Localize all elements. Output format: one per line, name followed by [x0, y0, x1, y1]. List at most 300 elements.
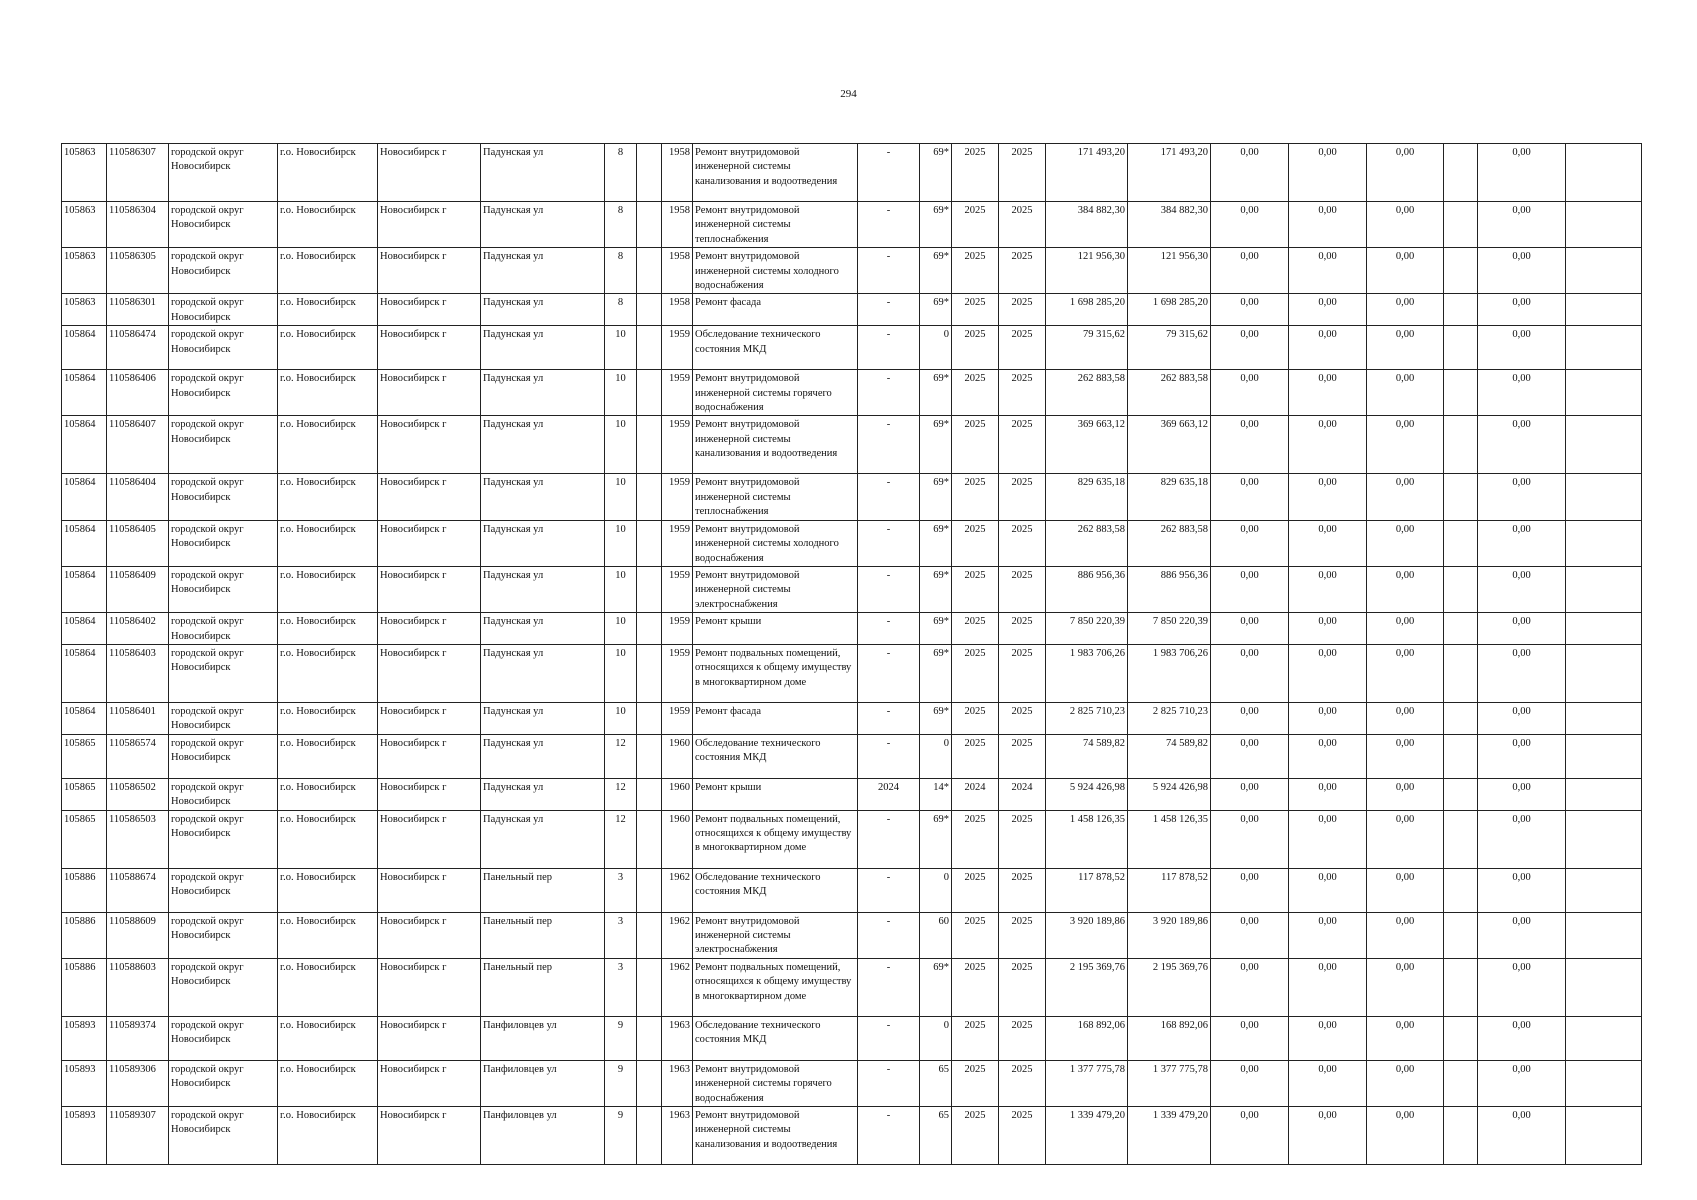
cell-plan-year-end: 2025 [999, 644, 1046, 702]
cell-district: г.о. Новосибирск [278, 294, 378, 326]
cell-cost-total: 171 493,20 [1046, 144, 1128, 202]
cell-wear-percent: 0 [920, 326, 952, 370]
cell-prev-year: - [858, 644, 920, 702]
cell-empty-cell [1444, 370, 1478, 416]
cell-plan-year-start: 2025 [952, 326, 999, 370]
cell-building [637, 474, 662, 520]
cell-cost-fund: 1 698 285,20 [1128, 294, 1211, 326]
cell-plan-year-end: 2025 [999, 370, 1046, 416]
cell-wear-percent: 69* [920, 644, 952, 702]
cell-cost-fund: 369 663,12 [1128, 416, 1211, 474]
cell-prev-year: - [858, 474, 920, 520]
cell-wear-percent: 69* [920, 958, 952, 1016]
cell-empty-cell [1444, 778, 1478, 810]
cell-work-id: 110586402 [107, 613, 169, 645]
cell-plan-year-end: 2025 [999, 702, 1046, 734]
cell-wear-percent: 65 [920, 1060, 952, 1106]
cell-rec-id: 105865 [62, 810, 107, 868]
cell-year-built: 1959 [662, 520, 693, 566]
cell-cost-regional: 0,00 [1289, 1107, 1367, 1165]
cell-house-number: 3 [605, 912, 637, 958]
cell-municipality: городской округ Новосибирск [169, 613, 278, 645]
cell-work-type: Ремонт внутридомовой инженерной системы электроснабжения [693, 912, 858, 958]
cell-work-id: 110586407 [107, 416, 169, 474]
cell-plan-year-start: 2025 [952, 644, 999, 702]
cell-street: Падунская ул [481, 144, 605, 202]
cell-cost-fund: 3 920 189,86 [1128, 912, 1211, 958]
cell-work-id: 110586401 [107, 702, 169, 734]
cell-prev-year: 2024 [858, 778, 920, 810]
cell-plan-year-start: 2025 [952, 566, 999, 612]
cell-empty-cell [1566, 1060, 1642, 1106]
cell-municipality: городской округ Новосибирск [169, 912, 278, 958]
cell-empty-cell [1444, 702, 1478, 734]
cell-cost-fund: 1 377 775,78 [1128, 1060, 1211, 1106]
cell-cost-total: 3 920 189,86 [1046, 912, 1128, 958]
cell-cost-fund: 74 589,82 [1128, 734, 1211, 778]
cell-house-number: 10 [605, 474, 637, 520]
cell-year-built: 1962 [662, 912, 693, 958]
cell-empty-cell [1566, 326, 1642, 370]
cell-cost-regional: 0,00 [1289, 294, 1367, 326]
cell-cost-owners: 0,00 [1478, 912, 1566, 958]
cell-house-number: 10 [605, 326, 637, 370]
cell-cost-regional: 0,00 [1289, 474, 1367, 520]
cell-work-id: 110586301 [107, 294, 169, 326]
cell-cost-municipal: 0,00 [1367, 644, 1444, 702]
cell-cost-owners: 0,00 [1478, 202, 1566, 248]
cell-cost-fund: 2 825 710,23 [1128, 702, 1211, 734]
cell-building [637, 644, 662, 702]
cell-plan-year-start: 2025 [952, 868, 999, 912]
cell-year-built: 1959 [662, 370, 693, 416]
cell-cost-federal: 0,00 [1211, 144, 1289, 202]
cell-rec-id: 105865 [62, 778, 107, 810]
cell-cost-federal: 0,00 [1211, 702, 1289, 734]
cell-empty-cell [1444, 326, 1478, 370]
cell-wear-percent: 69* [920, 566, 952, 612]
cell-cost-owners: 0,00 [1478, 868, 1566, 912]
cell-street: Панельный пер [481, 868, 605, 912]
cell-house-number: 12 [605, 734, 637, 778]
table-row [62, 294, 1642, 326]
cell-year-built: 1962 [662, 868, 693, 912]
cell-empty-cell [1444, 958, 1478, 1016]
cell-rec-id: 105864 [62, 474, 107, 520]
cell-municipality: городской округ Новосибирск [169, 202, 278, 248]
cell-cost-owners: 0,00 [1478, 778, 1566, 810]
cell-work-type: Ремонт внутридомовой инженерной системы теплоснабжения [693, 202, 858, 248]
cell-cost-owners: 0,00 [1478, 474, 1566, 520]
cell-cost-fund: 1 458 126,35 [1128, 810, 1211, 868]
cell-street: Панфиловцев ул [481, 1016, 605, 1060]
cell-prev-year: - [858, 868, 920, 912]
cell-street: Падунская ул [481, 566, 605, 612]
cell-cost-owners: 0,00 [1478, 958, 1566, 1016]
table-row [62, 734, 1642, 778]
cell-cost-federal: 0,00 [1211, 1016, 1289, 1060]
cell-prev-year: - [858, 810, 920, 868]
cell-cost-municipal: 0,00 [1367, 566, 1444, 612]
cell-district: г.о. Новосибирск [278, 520, 378, 566]
cell-work-id: 110589306 [107, 1060, 169, 1106]
cell-locality: Новосибирск г [378, 520, 481, 566]
table-row [62, 644, 1642, 702]
cell-rec-id: 105864 [62, 416, 107, 474]
cell-locality: Новосибирск г [378, 416, 481, 474]
cell-house-number: 10 [605, 520, 637, 566]
cell-plan-year-end: 2025 [999, 248, 1046, 294]
cell-cost-total: 1 983 706,26 [1046, 644, 1128, 702]
cell-district: г.о. Новосибирск [278, 613, 378, 645]
cell-locality: Новосибирск г [378, 613, 481, 645]
cell-cost-owners: 0,00 [1478, 294, 1566, 326]
cell-plan-year-start: 2025 [952, 416, 999, 474]
cell-cost-federal: 0,00 [1211, 810, 1289, 868]
cell-work-type: Ремонт крыши [693, 613, 858, 645]
cell-work-id: 110588609 [107, 912, 169, 958]
cell-cost-municipal: 0,00 [1367, 613, 1444, 645]
cell-plan-year-start: 2025 [952, 912, 999, 958]
capital-repair-table [61, 143, 1642, 1165]
cell-rec-id: 105864 [62, 644, 107, 702]
cell-plan-year-start: 2025 [952, 1060, 999, 1106]
cell-plan-year-end: 2025 [999, 1107, 1046, 1165]
cell-house-number: 8 [605, 144, 637, 202]
table-row [62, 912, 1642, 958]
cell-street: Падунская ул [481, 474, 605, 520]
cell-street: Падунская ул [481, 202, 605, 248]
cell-building [637, 520, 662, 566]
cell-cost-owners: 0,00 [1478, 326, 1566, 370]
cell-wear-percent: 65 [920, 1107, 952, 1165]
table-body [62, 144, 1642, 1165]
cell-empty-cell [1444, 734, 1478, 778]
cell-plan-year-end: 2025 [999, 520, 1046, 566]
cell-plan-year-end: 2025 [999, 734, 1046, 778]
cell-locality: Новосибирск г [378, 810, 481, 868]
cell-work-id: 110586305 [107, 248, 169, 294]
cell-cost-total: 117 878,52 [1046, 868, 1128, 912]
cell-street: Падунская ул [481, 520, 605, 566]
cell-work-type: Ремонт внутридомовой инженерной системы горячего водоснабжения [693, 370, 858, 416]
cell-plan-year-start: 2025 [952, 810, 999, 868]
cell-locality: Новосибирск г [378, 644, 481, 702]
cell-building [637, 613, 662, 645]
cell-plan-year-end: 2025 [999, 1060, 1046, 1106]
cell-street: Падунская ул [481, 778, 605, 810]
cell-work-id: 110586307 [107, 144, 169, 202]
cell-cost-owners: 0,00 [1478, 702, 1566, 734]
cell-cost-municipal: 0,00 [1367, 1016, 1444, 1060]
cell-empty-cell [1566, 202, 1642, 248]
cell-work-type: Ремонт подвальных помещений, относящихся к общему имуществу в многоквартирном доме [693, 958, 858, 1016]
cell-work-type: Ремонт внутридомовой инженерной системы холодного водоснабжения [693, 520, 858, 566]
cell-locality: Новосибирск г [378, 1060, 481, 1106]
cell-building [637, 1107, 662, 1165]
cell-rec-id: 105864 [62, 326, 107, 370]
cell-empty-cell [1566, 294, 1642, 326]
cell-district: г.о. Новосибирск [278, 868, 378, 912]
cell-municipality: городской округ Новосибирск [169, 144, 278, 202]
cell-year-built: 1959 [662, 644, 693, 702]
cell-work-type: Обследование технического состояния МКД [693, 1016, 858, 1060]
cell-wear-percent: 60 [920, 912, 952, 958]
cell-year-built: 1958 [662, 144, 693, 202]
cell-locality: Новосибирск г [378, 370, 481, 416]
cell-district: г.о. Новосибирск [278, 474, 378, 520]
cell-cost-federal: 0,00 [1211, 1060, 1289, 1106]
cell-prev-year: - [858, 416, 920, 474]
cell-house-number: 9 [605, 1060, 637, 1106]
table-row [62, 144, 1642, 202]
cell-empty-cell [1566, 416, 1642, 474]
cell-locality: Новосибирск г [378, 1016, 481, 1060]
cell-district: г.о. Новосибирск [278, 644, 378, 702]
cell-work-id: 110586403 [107, 644, 169, 702]
cell-cost-federal: 0,00 [1211, 474, 1289, 520]
cell-work-type: Ремонт внутридомовой инженерной системы канализования и водоотведения [693, 1107, 858, 1165]
cell-cost-municipal: 0,00 [1367, 416, 1444, 474]
cell-cost-fund: 2 195 369,76 [1128, 958, 1211, 1016]
cell-cost-regional: 0,00 [1289, 868, 1367, 912]
cell-plan-year-end: 2025 [999, 416, 1046, 474]
cell-street: Падунская ул [481, 734, 605, 778]
cell-cost-municipal: 0,00 [1367, 958, 1444, 1016]
cell-wear-percent: 0 [920, 868, 952, 912]
cell-street: Падунская ул [481, 702, 605, 734]
cell-year-built: 1958 [662, 248, 693, 294]
cell-work-id: 110589374 [107, 1016, 169, 1060]
cell-cost-regional: 0,00 [1289, 144, 1367, 202]
cell-cost-owners: 0,00 [1478, 810, 1566, 868]
cell-cost-municipal: 0,00 [1367, 1060, 1444, 1106]
cell-locality: Новосибирск г [378, 734, 481, 778]
cell-work-type: Ремонт крыши [693, 778, 858, 810]
cell-work-type: Ремонт фасада [693, 294, 858, 326]
cell-rec-id: 105863 [62, 294, 107, 326]
cell-cost-total: 2 825 710,23 [1046, 702, 1128, 734]
cell-prev-year: - [858, 912, 920, 958]
cell-prev-year: - [858, 734, 920, 778]
cell-year-built: 1959 [662, 702, 693, 734]
cell-cost-total: 1 339 479,20 [1046, 1107, 1128, 1165]
cell-cost-regional: 0,00 [1289, 248, 1367, 294]
cell-cost-regional: 0,00 [1289, 958, 1367, 1016]
cell-work-type: Ремонт внутридомовой инженерной системы электроснабжения [693, 566, 858, 612]
cell-street: Панфиловцев ул [481, 1107, 605, 1165]
cell-empty-cell [1566, 912, 1642, 958]
cell-municipality: городской округ Новосибирск [169, 734, 278, 778]
cell-empty-cell [1444, 566, 1478, 612]
cell-cost-total: 7 850 220,39 [1046, 613, 1128, 645]
cell-district: г.о. Новосибирск [278, 778, 378, 810]
cell-cost-municipal: 0,00 [1367, 778, 1444, 810]
cell-cost-fund: 1 983 706,26 [1128, 644, 1211, 702]
cell-cost-total: 5 924 426,98 [1046, 778, 1128, 810]
cell-work-type: Ремонт внутридомовой инженерной системы холодного водоснабжения [693, 248, 858, 294]
cell-wear-percent: 69* [920, 416, 952, 474]
cell-cost-owners: 0,00 [1478, 1107, 1566, 1165]
cell-empty-cell [1566, 810, 1642, 868]
cell-cost-federal: 0,00 [1211, 868, 1289, 912]
cell-building [637, 416, 662, 474]
table-row [62, 202, 1642, 248]
cell-prev-year: - [858, 958, 920, 1016]
cell-cost-total: 168 892,06 [1046, 1016, 1128, 1060]
cell-wear-percent: 69* [920, 520, 952, 566]
table-row [62, 868, 1642, 912]
cell-cost-total: 1 698 285,20 [1046, 294, 1128, 326]
cell-rec-id: 105886 [62, 868, 107, 912]
cell-district: г.о. Новосибирск [278, 416, 378, 474]
cell-empty-cell [1566, 613, 1642, 645]
cell-building [637, 370, 662, 416]
cell-building [637, 778, 662, 810]
table-row [62, 613, 1642, 645]
cell-wear-percent: 69* [920, 702, 952, 734]
cell-empty-cell [1566, 474, 1642, 520]
cell-cost-total: 79 315,62 [1046, 326, 1128, 370]
table-row [62, 566, 1642, 612]
cell-building [637, 734, 662, 778]
cell-municipality: городской округ Новосибирск [169, 810, 278, 868]
cell-municipality: городской округ Новосибирск [169, 370, 278, 416]
cell-wear-percent: 69* [920, 144, 952, 202]
cell-plan-year-start: 2025 [952, 958, 999, 1016]
cell-work-id: 110586503 [107, 810, 169, 868]
cell-work-id: 110588674 [107, 868, 169, 912]
cell-empty-cell [1566, 958, 1642, 1016]
cell-district: г.о. Новосибирск [278, 958, 378, 1016]
cell-prev-year: - [858, 520, 920, 566]
cell-building [637, 958, 662, 1016]
cell-empty-cell [1566, 566, 1642, 612]
cell-cost-municipal: 0,00 [1367, 868, 1444, 912]
cell-locality: Новосибирск г [378, 202, 481, 248]
cell-cost-fund: 7 850 220,39 [1128, 613, 1211, 645]
cell-work-id: 110586405 [107, 520, 169, 566]
cell-municipality: городской округ Новосибирск [169, 520, 278, 566]
cell-municipality: городской округ Новосибирск [169, 1016, 278, 1060]
cell-locality: Новосибирск г [378, 566, 481, 612]
cell-cost-owners: 0,00 [1478, 520, 1566, 566]
cell-cost-total: 829 635,18 [1046, 474, 1128, 520]
cell-cost-regional: 0,00 [1289, 644, 1367, 702]
cell-locality: Новосибирск г [378, 144, 481, 202]
cell-locality: Новосибирск г [378, 326, 481, 370]
cell-house-number: 10 [605, 416, 637, 474]
cell-municipality: городской округ Новосибирск [169, 294, 278, 326]
cell-cost-municipal: 0,00 [1367, 1107, 1444, 1165]
cell-empty-cell [1444, 520, 1478, 566]
cell-cost-total: 886 956,36 [1046, 566, 1128, 612]
cell-cost-fund: 384 882,30 [1128, 202, 1211, 248]
cell-work-type: Ремонт внутридомовой инженерной системы горячего водоснабжения [693, 1060, 858, 1106]
cell-cost-total: 262 883,58 [1046, 370, 1128, 416]
cell-work-type: Ремонт фасада [693, 702, 858, 734]
cell-empty-cell [1444, 1060, 1478, 1106]
cell-district: г.о. Новосибирск [278, 1107, 378, 1165]
cell-empty-cell [1444, 202, 1478, 248]
cell-work-id: 110586474 [107, 326, 169, 370]
cell-cost-federal: 0,00 [1211, 958, 1289, 1016]
cell-cost-federal: 0,00 [1211, 1107, 1289, 1165]
table-row [62, 474, 1642, 520]
cell-wear-percent: 69* [920, 202, 952, 248]
cell-work-type: Ремонт внутридомовой инженерной системы теплоснабжения [693, 474, 858, 520]
cell-prev-year: - [858, 1107, 920, 1165]
cell-plan-year-end: 2025 [999, 326, 1046, 370]
cell-empty-cell [1566, 248, 1642, 294]
cell-cost-federal: 0,00 [1211, 326, 1289, 370]
table-row [62, 702, 1642, 734]
cell-cost-federal: 0,00 [1211, 416, 1289, 474]
cell-district: г.о. Новосибирск [278, 202, 378, 248]
cell-cost-owners: 0,00 [1478, 644, 1566, 702]
cell-year-built: 1959 [662, 326, 693, 370]
cell-empty-cell [1566, 1107, 1642, 1165]
cell-year-built: 1960 [662, 734, 693, 778]
cell-work-id: 110586404 [107, 474, 169, 520]
cell-work-type: Ремонт подвальных помещений, относящихся к общему имуществу в многоквартирном доме [693, 810, 858, 868]
cell-district: г.о. Новосибирск [278, 370, 378, 416]
cell-cost-federal: 0,00 [1211, 613, 1289, 645]
table-row [62, 778, 1642, 810]
cell-cost-municipal: 0,00 [1367, 370, 1444, 416]
cell-plan-year-end: 2025 [999, 294, 1046, 326]
cell-locality: Новосибирск г [378, 1107, 481, 1165]
cell-cost-fund: 79 315,62 [1128, 326, 1211, 370]
cell-plan-year-start: 2025 [952, 1107, 999, 1165]
cell-rec-id: 105865 [62, 734, 107, 778]
cell-rec-id: 105864 [62, 702, 107, 734]
cell-house-number: 10 [605, 613, 637, 645]
cell-cost-federal: 0,00 [1211, 778, 1289, 810]
cell-locality: Новосибирск г [378, 778, 481, 810]
cell-empty-cell [1444, 912, 1478, 958]
cell-plan-year-end: 2024 [999, 778, 1046, 810]
cell-municipality: городской округ Новосибирск [169, 474, 278, 520]
cell-rec-id: 105864 [62, 370, 107, 416]
cell-district: г.о. Новосибирск [278, 566, 378, 612]
cell-empty-cell [1566, 370, 1642, 416]
cell-plan-year-start: 2025 [952, 248, 999, 294]
cell-work-type: Ремонт внутридомовой инженерной системы канализования и водоотведения [693, 144, 858, 202]
cell-cost-federal: 0,00 [1211, 370, 1289, 416]
cell-house-number: 10 [605, 370, 637, 416]
cell-district: г.о. Новосибирск [278, 1060, 378, 1106]
cell-rec-id: 105893 [62, 1016, 107, 1060]
cell-cost-federal: 0,00 [1211, 912, 1289, 958]
cell-municipality: городской округ Новосибирск [169, 1107, 278, 1165]
cell-cost-regional: 0,00 [1289, 734, 1367, 778]
cell-district: г.о. Новосибирск [278, 702, 378, 734]
cell-plan-year-end: 2025 [999, 613, 1046, 645]
cell-year-built: 1963 [662, 1016, 693, 1060]
cell-cost-total: 1 377 775,78 [1046, 1060, 1128, 1106]
cell-cost-owners: 0,00 [1478, 566, 1566, 612]
cell-cost-regional: 0,00 [1289, 416, 1367, 474]
cell-rec-id: 105864 [62, 613, 107, 645]
cell-cost-owners: 0,00 [1478, 734, 1566, 778]
cell-rec-id: 105886 [62, 958, 107, 1016]
cell-empty-cell [1566, 644, 1642, 702]
cell-cost-fund: 121 956,30 [1128, 248, 1211, 294]
cell-building [637, 810, 662, 868]
table-row [62, 958, 1642, 1016]
cell-house-number: 10 [605, 702, 637, 734]
